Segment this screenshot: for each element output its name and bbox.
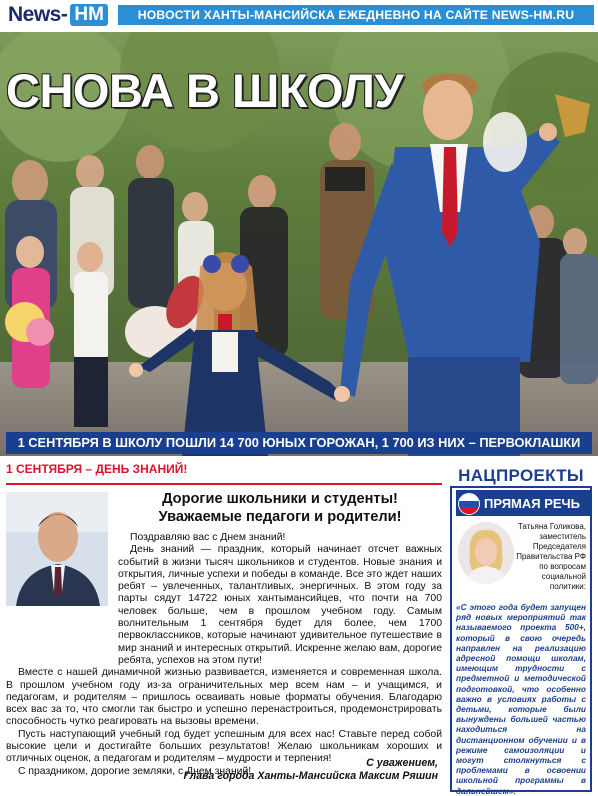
- sidebar-title: НАЦПРОЕКТЫ: [458, 466, 584, 485]
- logo-dash: -: [60, 3, 68, 26]
- greeting-title-line1: Дорогие школьники и студенты!: [162, 491, 398, 507]
- minister-quote: «С этого года будет запущен ряд новых мероприятий так называемого проекта 500+, который в свою очередь направлен на реализацию адресной помощи школам, имеющим трудности с предметной и методической подготовкой, что особенно важно в условиях работы с детьми, которые были вынуждены большей частью находиться на дистанционном обучении и в режиме самоизоляции и могут столкнуться с проблемами в освоении школьной программы в дальнейшем».: [456, 602, 586, 796]
- signature-name: Глава города Ханты-Мансийска Максим Ряшин: [183, 770, 438, 782]
- news-hm-logo[interactable]: [8, 3, 108, 27]
- section-label: 1 СЕНТЯБРЯ – ДЕНЬ ЗНАНИЙ!: [6, 462, 188, 476]
- russia-flag-icon: [458, 493, 480, 515]
- signature: [6, 757, 438, 783]
- headline: СНОВА В ШКОЛУ: [6, 64, 404, 117]
- paragraph-5: С праздником, дорогие земляки, с Днем знаний!: [18, 765, 252, 777]
- masthead: [0, 0, 598, 30]
- hero-photo: [0, 32, 598, 456]
- paragraph-2: День знаний — праздник, который начинает отсчет важных событий в жизни тысяч школьников и студентов. Новые знания и открытия, личные успехи и победы в команде. Все это ждет наших ребят – увлеченных, талантливых, энергичных. В этом году за парты сядут 14722 юных хантымансийцев, что почти на 700 человек больше, чем в прошлом учебном году. Самым волнительным 1 сентября будет для более, чем 1700 первоклассников, которые начинают удивительное путешествие в мир знаний и интересных открытий. Искренне желаю вам, дорогие ребята, успехов на этом пути!: [118, 544, 442, 666]
- logo-word: News: [8, 3, 61, 26]
- natsproekty-sidebar: [450, 462, 592, 796]
- minister-portrait: [458, 522, 514, 584]
- paragraph-3: Вместе с нашей динамичной жизнью развивается, изменяется и современная школа. В прошлом учебном году из-за ограничительных мер всем нам – и учащимся, и педагогам, и родителям – пришлось осваивать новые форматы обучения. Благодарю всех вас за то, что смогли так быстро и успешно перенастроиться, продемонстрировать способность чутко реагировать на вызовы времени.: [6, 667, 442, 728]
- logo-badge: HM: [70, 4, 108, 26]
- greeting-title-line2: Уважаемые педагоги и родители!: [158, 509, 402, 525]
- greeting-title: [112, 490, 448, 526]
- minister-caption: Татьяна Голикова, заместитель Председателя Правительства РФ по вопросам социальной политики:: [516, 522, 586, 591]
- rubric-title: ПРЯМАЯ РЕЧЬ: [484, 496, 581, 511]
- letter-body: [6, 532, 442, 778]
- divider: [6, 483, 442, 485]
- paragraph-2-start: [118, 544, 442, 667]
- paragraph-4: Пусть наступающий учебный год будет успешным для всех нас! Ставьте перед собой высокие цели и достигайте больших результатов! Желаю школьникам хороших и отличных оценок, а педагогам и родителям – мудрости и терпения!: [6, 728, 442, 765]
- paragraph-1: Поздравляю вас с Днем знаний!: [130, 532, 286, 543]
- site-tagline: НОВОСТИ ХАНТЫ-МАНСИЙСКА ЕЖЕДНЕВНО НА САЙТЕ NEWS-HM.RU: [118, 5, 594, 25]
- photo-caption: 1 СЕНТЯБРЯ В ШКОЛУ ПОШЛИ 14 700 ЮНЫХ ГОРОЖАН, 1 700 ИЗ НИХ – ПЕРВОКЛАШКИ: [6, 432, 592, 454]
- signature-greeting: С уважением,: [366, 757, 438, 769]
